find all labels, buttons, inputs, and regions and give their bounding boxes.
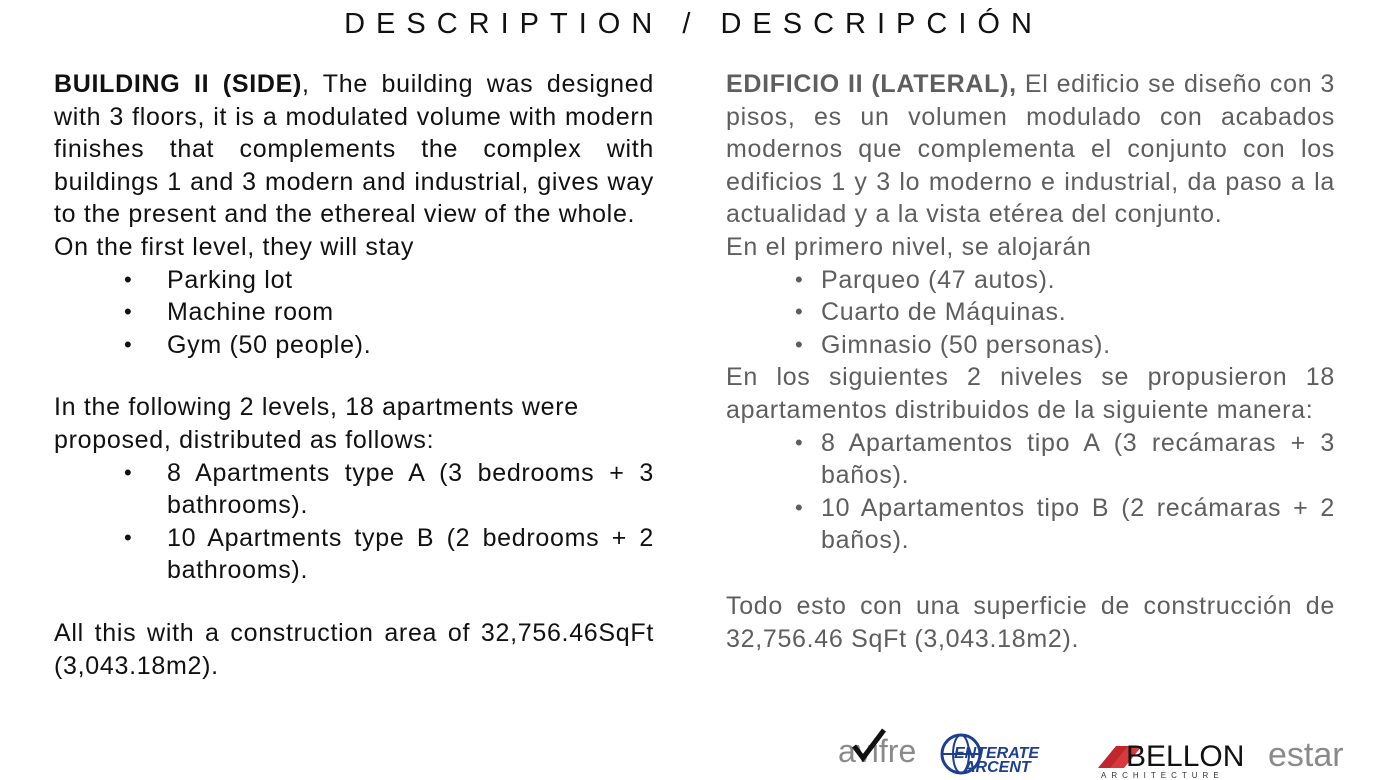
english-following-levels: In the following 2 levels, 18 apartments were proposed, distributed as follows: [54,393,579,454]
bellon-architecture-logo [1098,740,1244,780]
spacer [54,587,654,617]
enterate-text: ENTERATE [954,745,1040,762]
bellon-text: BELLON [1126,740,1245,773]
list-item: • 8 Apartments type A (3 bedrooms + 3 bathrooms). [54,457,654,522]
list-item: • Cuarto de Máquinas. [726,296,1335,329]
spanish-construction-area: Todo esto con una superficie de construcción de 32,756.46 SqFt (3,043.18m2). [726,591,1335,653]
english-first-level-label: On the first level, they will stay [54,232,415,261]
english-apartment-list [54,457,654,587]
spanish-building-heading: EDIFICIO II (LATERAL), [726,70,1017,98]
partner-logos [836,724,1387,780]
list-item: • Parqueo (47 autos). [726,264,1335,297]
spanish-description [726,68,1335,655]
page-title: DESCRIPTION / DESCRIPCIÓN [344,8,1043,40]
spanish-first-level-label: En el primero nivel, se alojarán [726,232,1092,261]
spanish-apartment-list [726,427,1335,557]
list-item: • Machine room [54,296,654,329]
list-item: • 10 Apartments type B (2 bedrooms + 2 bathrooms). [54,522,654,587]
spanish-first-level-list [726,264,1335,362]
enterate-arcent-logo [942,735,1040,776]
english-intro-text: , The building was designed with 3 floors, it is a modulated volume with modern finishes that complements the complex with buildings 1 and 3 modern and industrial, gives way to the present and the ethereal view of the whole. [54,70,654,229]
list-item: • Parking lot [54,264,654,297]
avifre-logo-text: avifre [838,733,917,769]
architecture-text: ARCHITECTURE [1101,771,1224,780]
list-item: • 10 Apartamentos tipo B (2 recámaras + 2 baños). [726,492,1335,557]
avifre-logo [838,730,916,769]
list-item: • Gym (50 people). [54,329,654,362]
spanish-intro-text: El edificio se diseño con 3 pisos, es un volumen modulado con acabados modernos que complementa el conjunto con los edificios 1 y 3 lo moderno e industrial, da paso a la actualidad y a la vista etérea del conjunto. [726,70,1335,229]
english-building-heading: BUILDING II (SIDE) [54,70,303,98]
english-construction-area: All this with a construction area of 32,756.46SqFt (3,043.18m2). [54,618,654,680]
spacer [54,361,654,391]
english-intro-paragraph [54,68,654,231]
arcent-text: ARCENT [964,759,1031,776]
english-description [54,68,654,682]
spanish-intro-paragraph [726,68,1335,231]
estar-logo: estar [1268,736,1344,774]
spacer [726,557,1335,590]
english-first-level-list [54,264,654,362]
spanish-following-levels: En los siguientes 2 niveles se propusieron 18 apartamentos distribuidos de la siguiente manera: [726,363,1335,424]
list-item: • Gimnasio (50 personas). [726,329,1335,362]
list-item: • 8 Apartamentos tipo A (3 recámaras + 3 baños). [726,427,1335,492]
